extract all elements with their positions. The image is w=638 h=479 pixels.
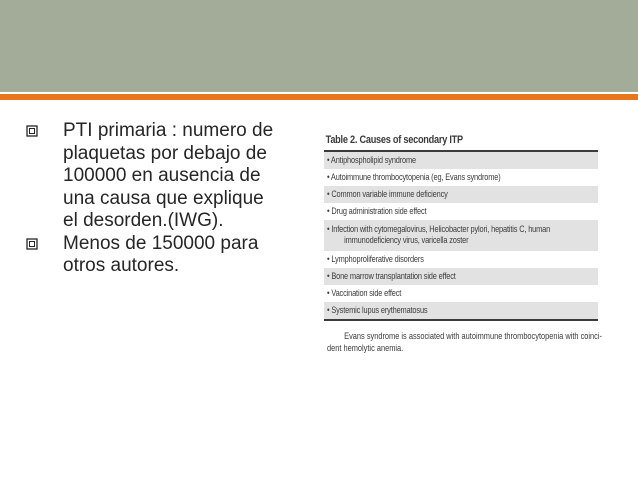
hollow-square-bullet-icon <box>26 238 38 250</box>
bullet-line: el desorden.(IWG). <box>63 210 224 231</box>
table-row: • Autoimmune thrombocytopenia (eg, Evans syndrome) <box>327 172 501 183</box>
causes-table-image <box>324 133 602 381</box>
table-row: • Lymphoproliferative disorders <box>327 254 424 265</box>
table-footnote: Evans syndrome is associated with autoimmune thrombocytopenia with coinci- dent hemolytic anemia. <box>327 331 602 354</box>
bullet-line: otros autores. <box>63 255 180 276</box>
table-row: • Common variable immune deficiency <box>324 186 598 203</box>
bullet-item-primary-itp <box>26 120 316 233</box>
table-row: • Antiphospholipid syndrome <box>324 152 598 169</box>
table-row: • Infection with cytomegalovirus, Helicobacter pylori, hepatitis C, human immunodeficiency virus, varicella zoster <box>324 220 598 251</box>
bullet-list <box>26 120 316 278</box>
bullet-line: Menos de 150000 para <box>63 232 259 254</box>
bullet-line: plaquetas por debajo de <box>63 142 267 164</box>
table-bottom-rule <box>324 319 598 321</box>
table-row: • Vaccination side effect <box>327 288 402 299</box>
table-body <box>324 152 598 319</box>
bullet-item-other-authors <box>26 233 316 278</box>
bullet-line: 100000 en ausencia de <box>63 165 261 186</box>
header-band <box>0 0 638 92</box>
table-title: Table 2. Causes of secondary ITP <box>325 134 463 146</box>
table-row: • Systemic lupus erythematosus <box>324 302 598 319</box>
table-row: • Bone marrow transplantation side effect <box>324 268 598 285</box>
hollow-square-bullet-icon <box>26 125 38 137</box>
accent-line <box>0 94 638 100</box>
bullet-line: una causa que explique <box>63 187 264 209</box>
table-row: • Drug administration side effect <box>327 206 427 217</box>
bullet-line: PTI primaria : numero de <box>63 120 274 141</box>
